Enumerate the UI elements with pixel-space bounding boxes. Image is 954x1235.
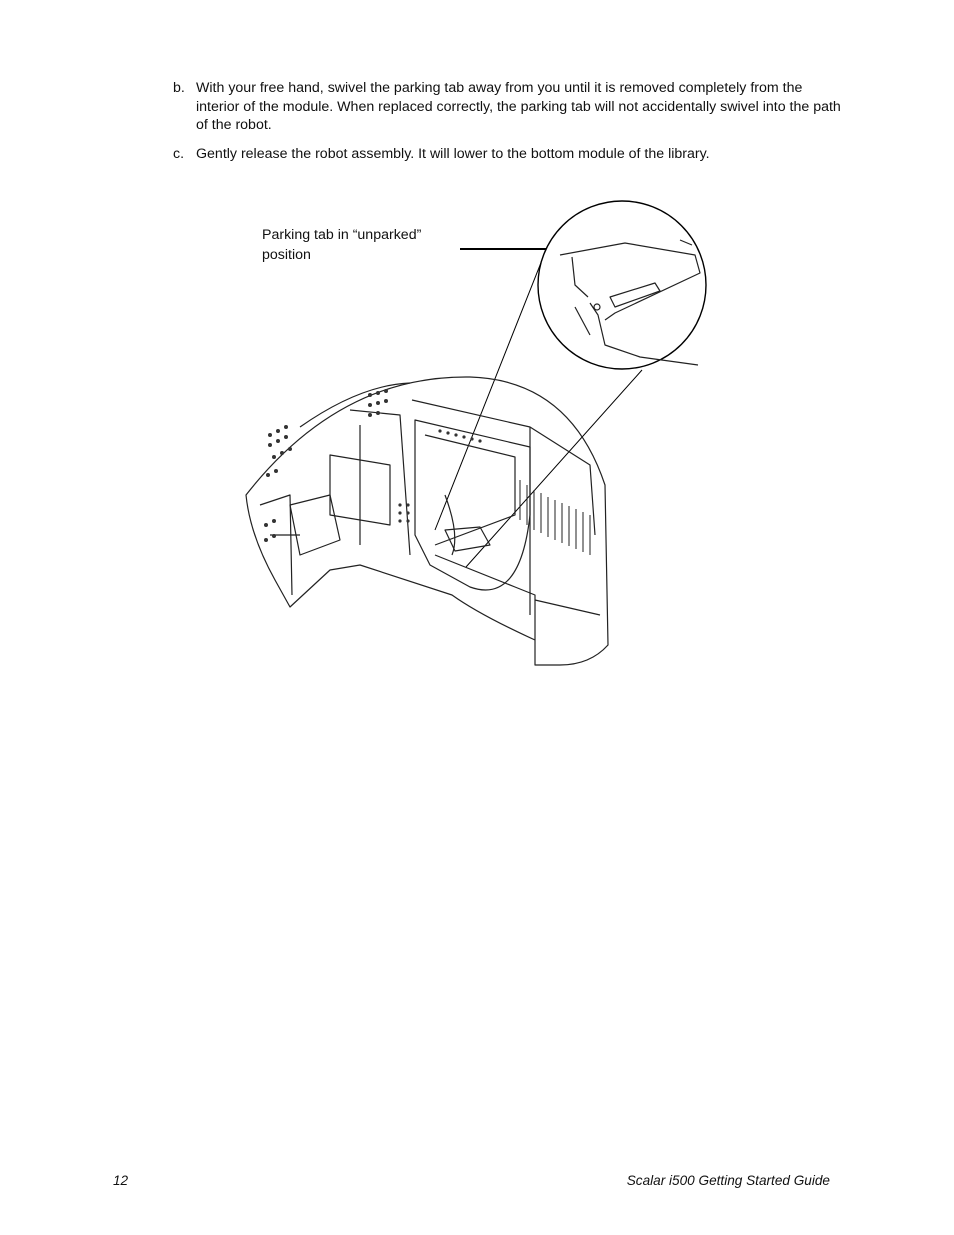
step-c bbox=[173, 145, 843, 164]
library-module-illustration bbox=[230, 195, 720, 680]
guide-title: Scalar i500 Getting Started Guide bbox=[626, 1173, 830, 1188]
step-c-marker: c. bbox=[173, 146, 185, 162]
step-b bbox=[173, 79, 843, 135]
module-body bbox=[246, 377, 608, 665]
zoom-line-upper bbox=[435, 245, 548, 530]
step-b-text: With your free hand, swivel the parking tab away from you until it is removed completely from the interior of the module. When replaced correctly, the parking tab will not accidentally swivel into the path of the robot. bbox=[196, 80, 841, 134]
zoom-line-lower bbox=[466, 370, 642, 567]
step-b-marker: b. bbox=[173, 80, 185, 96]
step-c-text: Gently release the robot assembly. It will lower to the bottom module of the library. bbox=[196, 146, 710, 162]
page-number: 12 bbox=[113, 1173, 129, 1188]
parking-tab-detail-view bbox=[538, 201, 706, 369]
figure-callout-label: Parking tab in “unparked” position bbox=[262, 227, 422, 263]
